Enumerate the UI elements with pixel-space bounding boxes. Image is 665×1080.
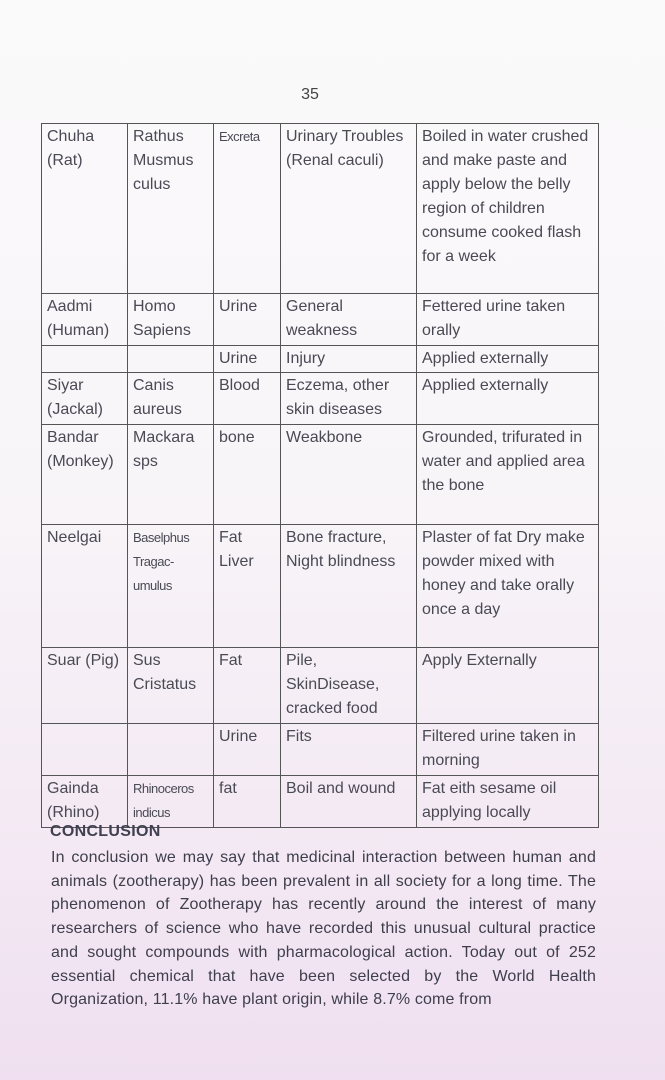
scientific-name-cell: Rhinoceros indicus — [128, 776, 214, 828]
disease-cell: Bone fracture, Night blindness — [281, 525, 417, 648]
table-row — [42, 294, 599, 346]
local-name-cell: Suar (Pig) — [42, 648, 128, 724]
disease-cell: Injury — [281, 346, 417, 373]
part-used-cell: Fat Liver — [214, 525, 281, 648]
part-used-cell: Urine — [214, 346, 281, 373]
scientific-name-cell: Mackara sps — [128, 425, 214, 525]
table-row — [42, 124, 599, 294]
table-row — [42, 373, 599, 425]
page-number: 35 — [301, 86, 319, 103]
local-name-cell: Chuha (Rat) — [42, 124, 128, 294]
mode-of-use-cell: Boiled in water crushed and make paste and apply below the belly region of children consume cooked flash for a week — [417, 124, 599, 294]
mode-of-use-cell: Plaster of fat Dry make powder mixed with honey and take orally once a day — [417, 525, 599, 648]
scientific-name-cell: Rathus Musmus culus — [128, 124, 214, 294]
local-name-cell: Siyar (Jackal) — [42, 373, 128, 425]
table-row — [42, 724, 599, 776]
scientific-name-cell: Sus Cristatus — [128, 648, 214, 724]
table-row — [42, 648, 599, 724]
table-row — [42, 346, 599, 373]
disease-cell: General weakness — [281, 294, 417, 346]
table-row — [42, 525, 599, 648]
scientific-name-cell: Canis aureus — [128, 373, 214, 425]
disease-cell: Fits — [281, 724, 417, 776]
mode-of-use-cell: Fat eith sesame oil applying locally — [417, 776, 599, 828]
scientific-name-cell — [128, 724, 214, 776]
part-used-cell: bone — [214, 425, 281, 525]
disease-cell: Pile, SkinDisease, cracked food — [281, 648, 417, 724]
local-name-cell: Gainda (Rhino) — [42, 776, 128, 828]
mode-of-use-cell: Grounded, trifurated in water and applied area the bone — [417, 425, 599, 525]
scientific-name-cell — [128, 346, 214, 373]
part-used-cell: Blood — [214, 373, 281, 425]
mode-of-use-cell: Applied externally — [417, 346, 599, 373]
part-used-cell: Excreta — [214, 124, 281, 294]
table-row — [42, 425, 599, 525]
part-used-cell: Fat — [214, 648, 281, 724]
zootherapy-table — [41, 123, 599, 828]
mode-of-use-cell: Apply Externally — [417, 648, 599, 724]
disease-cell: Eczema, other skin diseases — [281, 373, 417, 425]
local-name-cell: Bandar (Monkey) — [42, 425, 128, 525]
mode-of-use-cell: Applied externally — [417, 373, 599, 425]
mode-of-use-cell: Filtered urine taken in morning — [417, 724, 599, 776]
scientific-name-cell: Homo Sapiens — [128, 294, 214, 346]
part-used-cell: Urine — [214, 724, 281, 776]
part-used-cell: Urine — [214, 294, 281, 346]
part-used-cell: fat — [214, 776, 281, 828]
disease-cell: Urinary Troubles (Renal caculi) — [281, 124, 417, 294]
local-name-cell — [42, 346, 128, 373]
conclusion-paragraph: In conclusion we may say that medicinal interaction between human and animals (zootherapy) has been prevalent in all society for a long time. The phenomenon of Zootherapy has recently around the interest of many researchers of science who have recorded this unusual cultural practice and sought compounds with pharmacological action. Today out of 252 essential chemical that have been selected by the World Health Organization, 11.1% have plant origin, while 8.7% come from — [51, 849, 596, 1009]
local-name-cell — [42, 724, 128, 776]
table-row — [42, 776, 599, 828]
mode-of-use-cell: Fettered urine taken orally — [417, 294, 599, 346]
local-name-cell: Aadmi (Human) — [42, 294, 128, 346]
local-name-cell: Neelgai — [42, 525, 128, 648]
disease-cell: Weakbone — [281, 425, 417, 525]
conclusion-heading: CONCLUSION — [50, 823, 161, 840]
disease-cell: Boil and wound — [281, 776, 417, 828]
scientific-name-cell: Baselphus Tragac-umulus — [128, 525, 214, 648]
